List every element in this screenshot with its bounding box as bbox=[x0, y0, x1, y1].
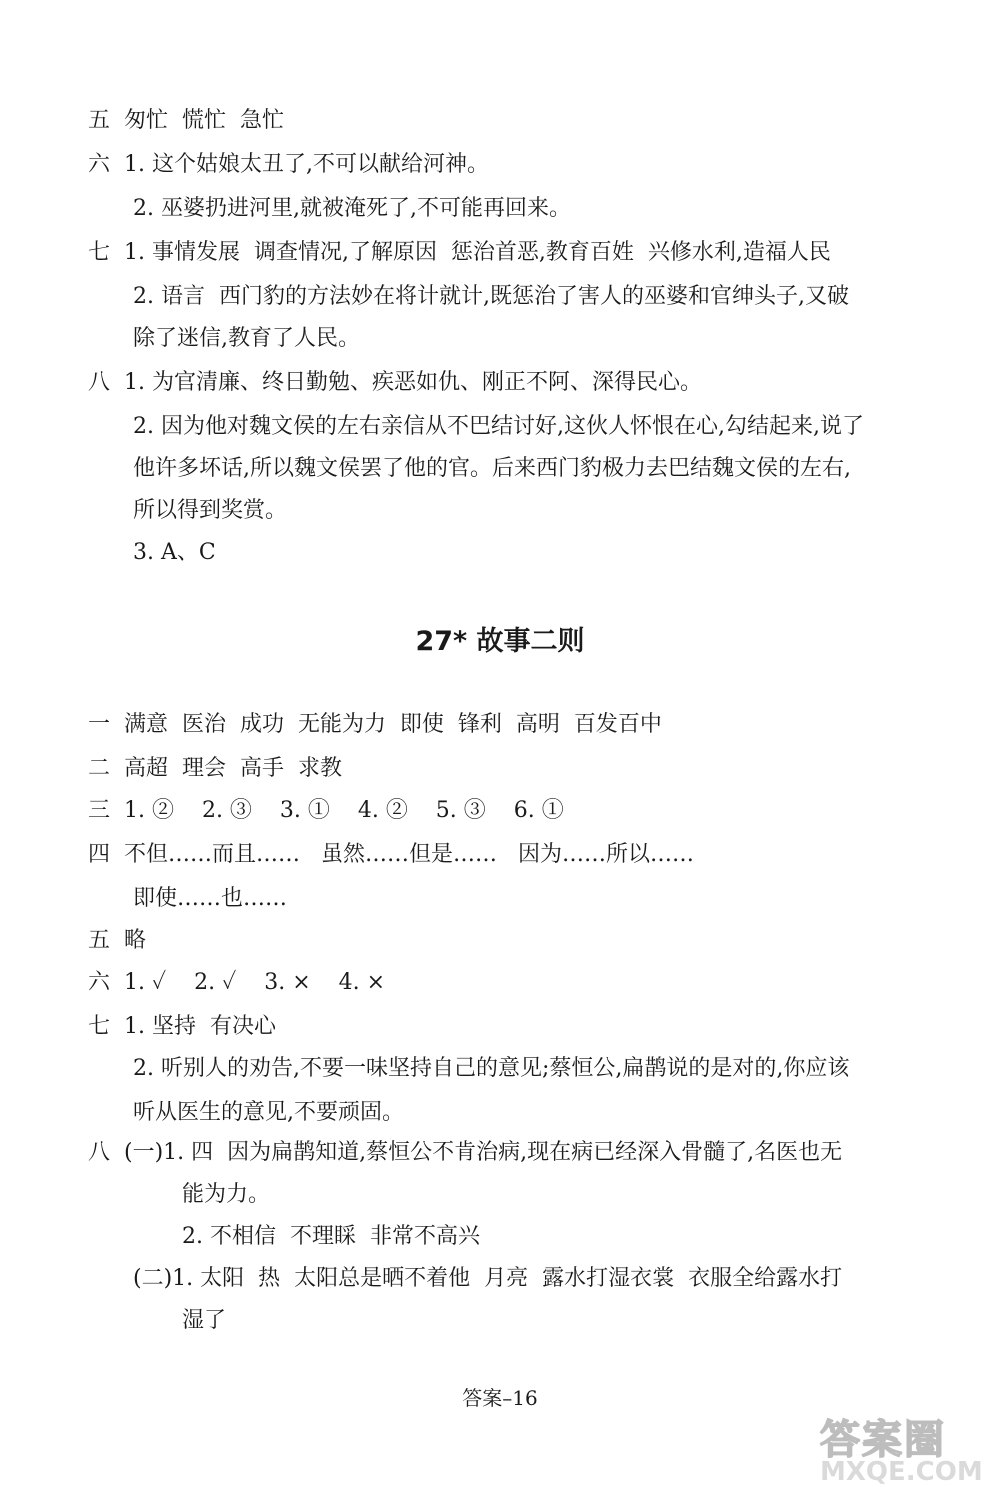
answer-line: 二 高超 理会 高手 求教 bbox=[88, 756, 342, 781]
answer-line: 2. 不相信 不理睬 非常不高兴 bbox=[182, 1224, 480, 1249]
answer-line: (二)1. 太阳 热 太阳总是晒不着他 月亮 露水打湿衣裳 衣服全给露水打 bbox=[133, 1266, 843, 1291]
answer-line: 2. 听别人的劝告,不要一味坚持自己的意见;蔡恒公,扁鹊说的是对的,你应该 bbox=[133, 1056, 850, 1081]
answer-line: 2. 巫婆扔进河里,就被淹死了,不可能再回来。 bbox=[133, 196, 571, 221]
answer-line: 他许多坏话,所以魏文侯罢了他的官。后来西门豹极力去巴结魏文侯的左右, bbox=[133, 456, 851, 481]
section-title: 27* 故事二则 bbox=[415, 626, 585, 657]
answer-line: 六 1. 这个姑娘太丑了,不可以献给河神。 bbox=[88, 152, 489, 177]
watermark-text: 答案圈 bbox=[820, 1417, 946, 1463]
watermark-logo bbox=[820, 1408, 990, 1487]
answer-line: 除了迷信,教育了人民。 bbox=[133, 326, 360, 351]
page-footer: 答案–16 bbox=[462, 1386, 538, 1410]
answer-line: 能为力。 bbox=[182, 1182, 271, 1207]
answer-line: 七 1. 坚持 有决心 bbox=[88, 1014, 276, 1039]
answer-line: 一 满意 医治 成功 无能为力 即使 锋利 高明 百发百中 bbox=[88, 712, 662, 737]
answer-line: 听从医生的意见,不要顽固。 bbox=[133, 1100, 404, 1125]
answer-line: 三 1. ② 2. ③ 3. ① 4. ② 5. ③ 6. ① bbox=[88, 798, 564, 823]
answer-line: 五 略 bbox=[88, 928, 146, 953]
answer-line: 六 1. ✓ 2. ✓ 3. × 4. × bbox=[88, 970, 386, 995]
answer-line: 即使……也…… bbox=[133, 886, 288, 911]
answer-line: 四 不但……而且…… 虽然……但是…… 因为……所以…… bbox=[88, 842, 694, 867]
answer-line: 3. A、C bbox=[133, 540, 216, 565]
answer-line: 五 匆忙 慌忙 急忙 bbox=[88, 108, 284, 133]
answer-line: 七 1. 事情发展 调查情况,了解原因 惩治首恶,教育百姓 兴修水利,造福人民 bbox=[88, 240, 831, 265]
answer-line: 八 (一)1. 四 因为扁鹊知道,蔡恒公不肯治病,现在病已经深入骨髓了,名医也无 bbox=[88, 1140, 843, 1165]
watermark-domain: MXQE.COM bbox=[820, 1457, 983, 1487]
answer-line: 所以得到奖赏。 bbox=[133, 498, 288, 523]
answer-line: 八 1. 为官清廉、终日勤勉、疾恶如仇、刚正不阿、深得民心。 bbox=[88, 370, 702, 395]
answer-line: 2. 因为他对魏文侯的左右亲信从不巴结讨好,这伙人怀恨在心,勾结起来,说了 bbox=[133, 414, 864, 439]
answer-line: 2. 语言 西门豹的方法妙在将计就计,既惩治了害人的巫婆和官绅头子,又破 bbox=[133, 284, 849, 309]
answer-line: 湿了 bbox=[182, 1308, 227, 1333]
